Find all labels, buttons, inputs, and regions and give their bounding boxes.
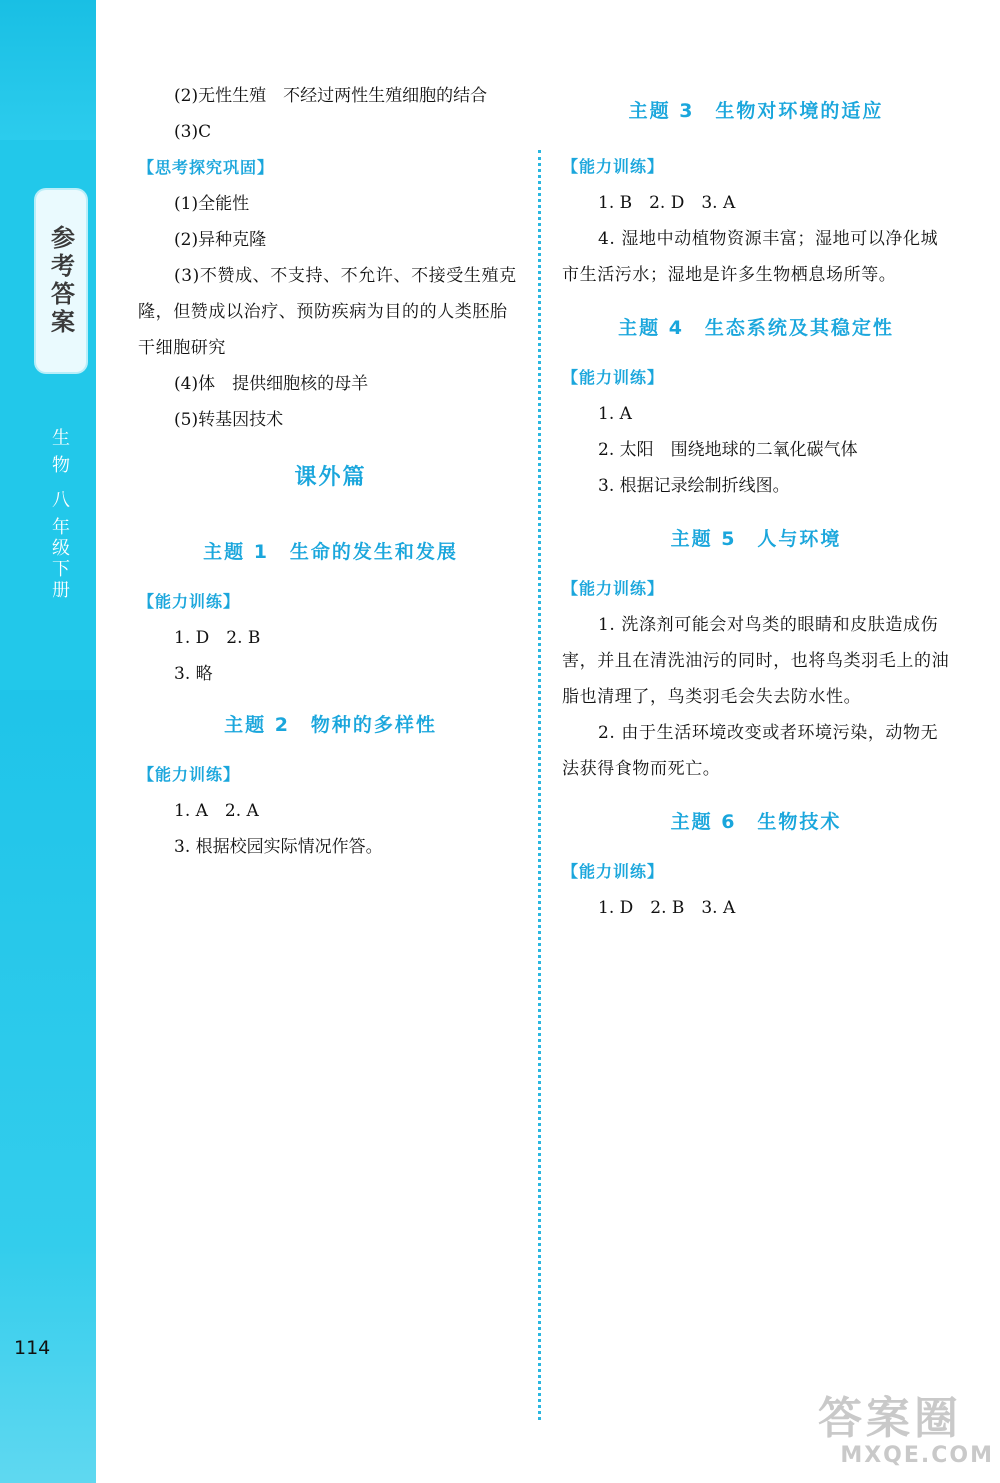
section-tag: 【思考探究巩固】	[138, 158, 275, 177]
section-heading: 课外篇	[294, 465, 367, 490]
topic-heading: 主题 1 生命的发生和发展	[203, 541, 458, 563]
section-tag: 【能力训练】	[562, 368, 665, 387]
answer-line: (2)异种克隆	[174, 230, 267, 250]
subject-char: 物	[49, 455, 70, 476]
answer-line: 1. A 2. A	[174, 801, 259, 821]
answer-line: 1. D 2. B 3. A	[598, 898, 736, 918]
watermark-logo-text: 答案圈	[818, 1393, 962, 1444]
answer-paragraph: (3)不赞成、不支持、不允许、不接受生殖克隆，但赞成以治疗、预防疾病为目的的人类胚胎干细胞研究	[138, 266, 517, 358]
right-column	[562, 96, 950, 926]
left-column	[138, 78, 523, 865]
subject-char: 八	[49, 490, 70, 511]
sidebar-subject	[46, 428, 78, 601]
sidebar-strip	[0, 0, 96, 1483]
answer-line: 3. 根据校园实际情况作答。	[174, 837, 383, 857]
answer-line: (1)全能性	[174, 194, 250, 214]
watermark-url: MXQE.COM	[840, 1443, 994, 1468]
sidebar-tab-label: 参考答案	[46, 225, 75, 337]
answer-line: 1. A	[598, 404, 632, 424]
topic-heading: 主题 4 生态系统及其稳定性	[618, 317, 894, 339]
sidebar-bottom-band	[0, 690, 96, 1483]
answer-paragraph: 1. 洗涤剂可能会对鸟类的眼睛和皮肤造成伤害，并且在清洗油污的同时，也将鸟类羽毛上的油脂也清理了，鸟类羽毛会失去防水性。	[562, 615, 950, 707]
topic-heading: 主题 3 生物对环境的适应	[628, 100, 884, 122]
answer-line: 1. B 2. D 3. A	[598, 193, 736, 213]
subject-char: 下	[49, 559, 70, 580]
subject-char: 册	[49, 580, 70, 601]
page-number: 114	[14, 1337, 51, 1359]
answer-line: (4)体 提供细胞核的母羊	[174, 374, 369, 394]
section-tag: 【能力训练】	[562, 157, 665, 176]
column-divider	[538, 150, 541, 1420]
answer-line: 3. 根据记录绘制折线图。	[598, 476, 790, 496]
subject-char: 年	[49, 517, 70, 538]
answer-line: (5)转基因技术	[174, 410, 284, 430]
topic-heading: 主题 6 生物技术	[670, 811, 842, 833]
answer-line: 1. D 2. B	[174, 628, 261, 648]
answer-line: 3. 略	[174, 664, 213, 684]
topic-heading: 主题 5 人与环境	[670, 528, 842, 550]
answer-paragraph: 2. 由于生活环境改变或者环境污染，动物无法获得食物而死亡。	[562, 723, 939, 779]
section-tag: 【能力训练】	[562, 862, 665, 881]
subject-char: 级	[49, 538, 70, 559]
topic-heading: 主题 2 物种的多样性	[224, 714, 437, 736]
watermark	[818, 1395, 998, 1480]
answer-paragraph: 4. 湿地中动植物资源丰富；湿地可以净化城市生活污水；湿地是许多生物栖息场所等。	[562, 229, 939, 285]
section-tag: 【能力训练】	[138, 765, 241, 784]
answer-line: 2. 太阳 围绕地球的二氧化碳气体	[598, 440, 858, 460]
answer-line: (2)无性生殖 不经过两性生殖细胞的结合	[174, 86, 488, 106]
section-tag: 【能力训练】	[138, 592, 241, 611]
section-tag: 【能力训练】	[562, 579, 665, 598]
sidebar-tab	[36, 190, 86, 372]
sidebar-top-band	[0, 0, 96, 140]
subject-char: 生	[49, 428, 70, 449]
answer-line: (3)C	[174, 122, 212, 142]
